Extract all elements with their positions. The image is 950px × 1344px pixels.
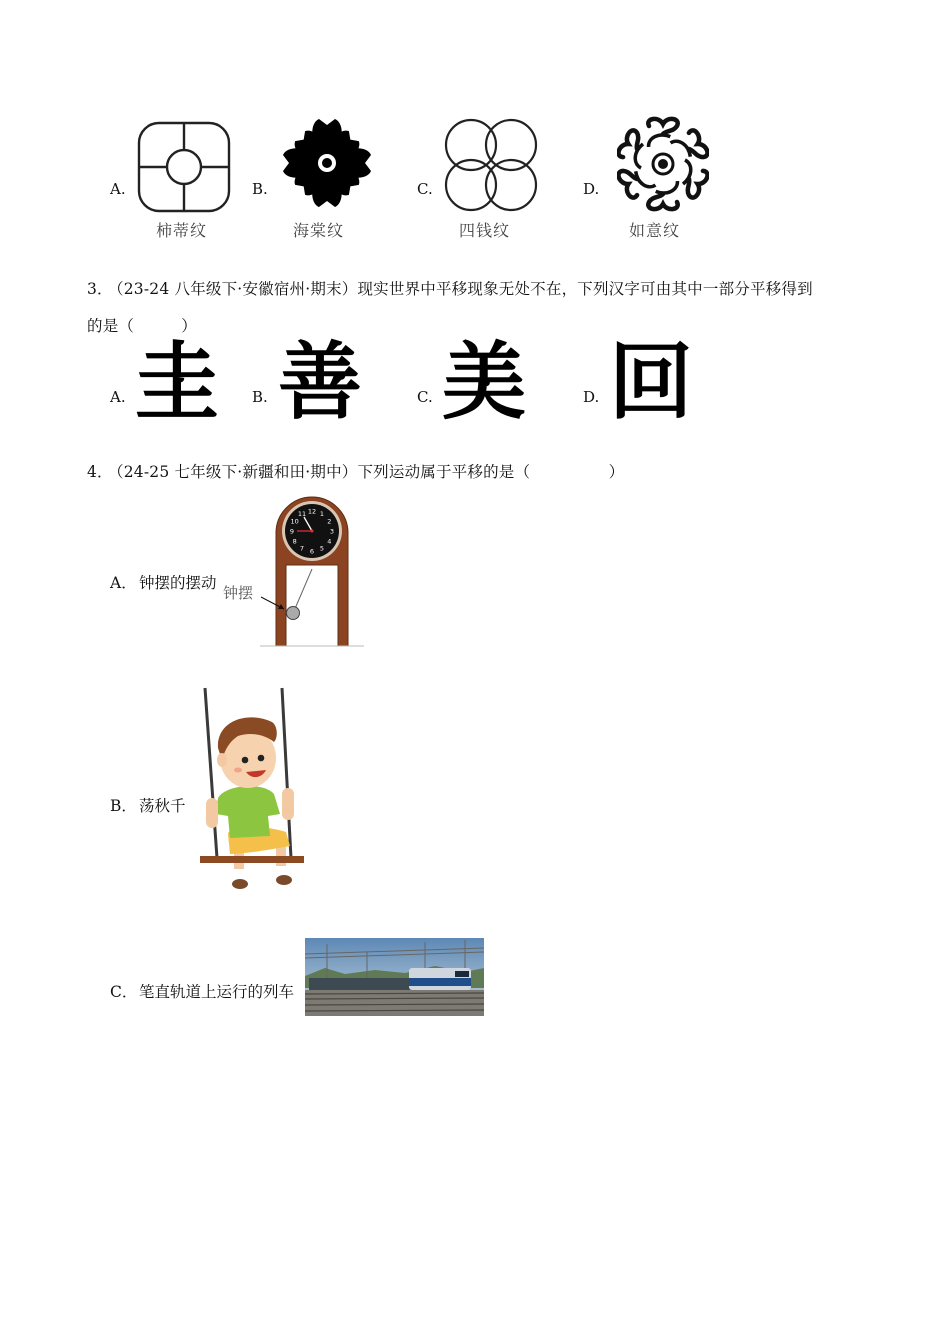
option-character: 善: [278, 333, 363, 431]
clock-numeral: 12: [307, 507, 317, 516]
option-letter: C．: [110, 983, 138, 1001]
option-text: 笔直轨道上运行的列车: [139, 983, 295, 1001]
option-character: 回: [609, 333, 694, 431]
option-letter: A.: [110, 180, 126, 198]
clock-numeral: 2: [327, 517, 332, 526]
shidi-pattern-icon: [137, 121, 231, 213]
clock-numeral: 1: [319, 510, 325, 518]
four-coins-pattern-icon: [443, 118, 539, 212]
option-letter: B.: [252, 180, 268, 198]
option-letter: A.: [110, 388, 126, 406]
option-letter: D.: [583, 180, 600, 198]
clock-numeral: 10: [290, 517, 299, 526]
option-letter: B．: [110, 797, 137, 815]
clock-numeral: 3: [329, 527, 335, 536]
swing-boy-image: [198, 686, 308, 900]
option-caption: 如意纹: [629, 221, 681, 240]
clock-numeral: 5: [319, 544, 325, 553]
clock-numeral: 6: [309, 547, 315, 556]
pendulum-clock-image: [256, 493, 366, 648]
clock-numeral: 7: [299, 544, 305, 553]
pendulum-label: 钟摆: [223, 584, 254, 602]
option-letter: C.: [417, 388, 433, 406]
option-caption: 海棠纹: [293, 221, 345, 240]
question-number: 4．: [87, 463, 113, 481]
option-letter: B.: [252, 388, 268, 406]
option-letter: A．: [110, 574, 137, 592]
option-letter: D.: [583, 388, 600, 406]
question-number: 3．: [87, 280, 113, 298]
clock-numeral: 9: [289, 527, 295, 536]
option-text: 荡秋千: [139, 797, 186, 815]
question-stem: （24-25 七年级下·新疆和田·期中）下列运动属于平移的是（ ）: [108, 463, 625, 481]
option-character: 圭: [135, 333, 220, 431]
option-character: 美: [442, 333, 527, 431]
clock-numeral: 11: [297, 510, 307, 518]
option-caption: 柿蒂纹: [156, 221, 208, 240]
question-stem-line2: 的是（ ）: [87, 317, 197, 335]
clock-numeral: 4: [327, 537, 332, 546]
question-stem-line1: （23-24 八年级下·安徽宿州·期末）现实世界中平移现象无处不在，下列汉字可由其中一部分平移得到: [108, 280, 813, 298]
option-caption: 四钱纹: [459, 221, 511, 240]
ruyi-pattern-icon: [617, 116, 709, 212]
train-photo: [305, 938, 484, 1016]
clock-numeral: 8: [292, 537, 297, 546]
option-letter: C.: [417, 180, 433, 198]
begonia-flower-icon: [281, 117, 373, 209]
option-text: 钟摆的摆动: [139, 574, 217, 592]
